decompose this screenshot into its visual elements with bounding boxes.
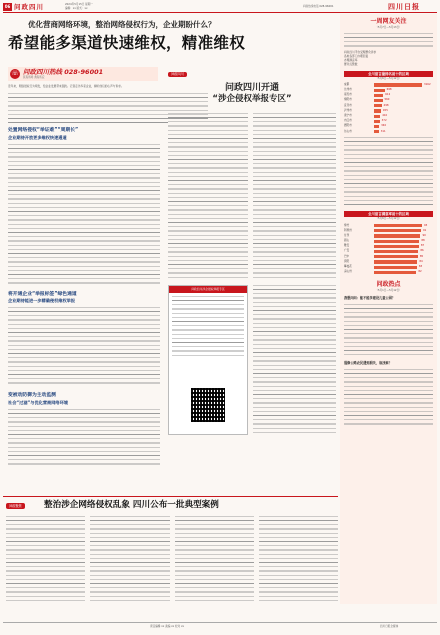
- rank2-value: 91: [422, 228, 427, 232]
- rank2-value: 84: [419, 259, 423, 263]
- center-body-left: [168, 113, 248, 281]
- rank2-sub: （5月6日—5月12日）: [375, 217, 402, 221]
- rank2-value: 90: [422, 233, 426, 237]
- rank1-label: 达州市: [344, 88, 352, 92]
- rank2-chart: [344, 223, 433, 275]
- weekly-summary: [344, 33, 433, 47]
- hotline-subtitle: 民有所呼 我有所应: [23, 76, 45, 79]
- lead-kicker: 优化营商网络环境，整治网络侵权行为，企业期盼什么？: [28, 20, 216, 29]
- rank1-row: [344, 129, 433, 134]
- rank1-chart: [344, 82, 433, 134]
- rank2-value: 86: [420, 249, 424, 253]
- rank2-bar: [374, 229, 421, 232]
- hot-title: 问政热点: [376, 280, 401, 288]
- bottom-headline: 整治涉企网络侵权乱象 四川公布一批典型案例: [44, 500, 219, 510]
- rank1-bar: [374, 115, 380, 118]
- rank2-value: 87: [420, 244, 425, 248]
- rank1-value: 311: [380, 129, 386, 133]
- rank1-bar: [374, 120, 380, 123]
- rank1-bar: [374, 104, 382, 107]
- page-header: [3, 3, 437, 12]
- footer-rule: [3, 622, 437, 623]
- weekly-item: 问政四川平台受理群众诉求: [344, 49, 377, 54]
- rank2-value: 85: [419, 254, 424, 258]
- rank2-row: [344, 270, 433, 275]
- bottom-body-col: [6, 516, 85, 604]
- rank2-bar: [374, 260, 417, 263]
- hot-answer-2: [344, 369, 433, 427]
- rank2-bar: [374, 240, 419, 243]
- center-body-bottom: [253, 285, 336, 435]
- center-headline-2: “涉企侵权举报专区”: [212, 94, 292, 104]
- rank2-label: 巴中: [344, 254, 350, 258]
- rank1-value: 455: [382, 108, 388, 112]
- left-article-1-title: 处置网络侵权“举证难”“周期长”: [8, 128, 79, 133]
- hot-question-2: 混修公路农民遇到损失，该找谁？: [344, 360, 392, 365]
- hot-question-1: 我想问问：能不能多建设儿童公园？: [344, 295, 395, 300]
- lead-headline: 希望能多渠道快速维权，精准维权: [8, 34, 246, 52]
- bottom-tag: 问政聚焦: [6, 503, 25, 509]
- left-article-2-subtitle: 企业期待能进一步精确侵权维权举报: [8, 298, 76, 303]
- center-tag: 问政四川: [168, 72, 187, 77]
- rank1-label: 乐山市: [344, 129, 352, 133]
- rank2-bar: [374, 271, 416, 274]
- rank1-value: 498: [383, 103, 389, 107]
- rank1-label: 宜宾市: [344, 103, 352, 107]
- center-column: [168, 72, 336, 435]
- weekly-list: [344, 50, 433, 67]
- lead-divider: [8, 122, 168, 123]
- rank2-label: 阿坝州: [344, 228, 352, 232]
- rank1-value: 560: [384, 98, 390, 102]
- hot-answer-1: [344, 304, 433, 358]
- rank1-label: 内江市: [344, 119, 352, 123]
- rank1-label: 南充市: [344, 93, 352, 97]
- header-rule: [3, 12, 437, 13]
- phone-content: [172, 296, 244, 356]
- weekly-item: 办理满意率: [344, 58, 358, 63]
- masthead-logo: 四川日报: [388, 2, 420, 11]
- left-article-3-body: [8, 409, 160, 465]
- left-article-3-subtitle: 社会“过滤”与优化营商网络环境: [8, 399, 68, 405]
- rank2-bar: [374, 250, 418, 253]
- rank1-label: 绵阳市: [344, 98, 352, 102]
- hot-sub: （5月1日—5月12日）: [375, 288, 402, 292]
- rank2-label: 雅安: [344, 244, 350, 248]
- rank2-label: 眉山: [344, 239, 350, 243]
- lead-intro: 近年来，网络侵权行为频发，给企业发展带来困扰。记者走访多家企业，倾听他们的心声与诉求。: [8, 84, 124, 88]
- phone-banner: 问政四川涉企侵权举报专区: [169, 286, 247, 293]
- issue-date: 2024年5月15日 星期一: [65, 3, 93, 6]
- rank1-bar: [374, 94, 383, 97]
- rank1-value: 340: [381, 124, 387, 128]
- rank2-value: 88: [421, 239, 425, 243]
- hotline-banner: [8, 67, 158, 81]
- rank2-label: 凉山州: [344, 270, 352, 274]
- center-headline-1: 问政四川开通: [224, 83, 279, 93]
- rank1-bar: [374, 89, 385, 92]
- rank2-value: 83: [418, 265, 423, 269]
- left-column: [8, 128, 160, 465]
- weekly-item: 群众点赞数: [344, 62, 358, 67]
- rank1-bar: [374, 83, 422, 86]
- rank1-label: 成都: [344, 82, 350, 86]
- rank2-label: 资阳: [344, 259, 350, 263]
- rank2-label: 甘孜: [344, 233, 350, 237]
- section-name: 问政四川: [14, 3, 44, 11]
- bottom-body-col: [90, 516, 169, 604]
- sidebar: [340, 14, 437, 604]
- rank2-bar: [374, 234, 420, 237]
- bottom-body-col: [259, 516, 338, 604]
- rank1-label: 德阳市: [344, 124, 352, 128]
- rank1-label: 泸州市: [344, 108, 352, 112]
- bottom-body: [6, 516, 338, 604]
- rank1-sub: （5月6日—5月12日）: [375, 76, 402, 80]
- rank1-bar: [374, 130, 379, 133]
- rank2-bar: [374, 255, 418, 258]
- rank1-value: 372: [381, 119, 387, 123]
- left-article-2-title: 将开通企业“举报标签”绿色通道: [8, 291, 77, 297]
- rank2-value: 93: [424, 223, 428, 227]
- rank1-title: 全川留言量排名前十的区域: [344, 71, 433, 77]
- bottom-rule: [3, 496, 338, 497]
- rank2-value: 82: [418, 270, 422, 274]
- rank1-notes: [344, 137, 433, 207]
- editor-line: 编辑：xx 版式：xx: [65, 7, 88, 10]
- rank1-bar: [374, 125, 379, 128]
- rank1-value: 698: [386, 88, 392, 92]
- rank2-bar: [374, 224, 422, 227]
- rank2-label: 绵竹: [344, 223, 350, 227]
- left-article-1-subtitle: 企业期待开放更多维权快速通道: [8, 134, 67, 140]
- footer-editor: 责任编辑 xx 美编 xx 校对 xx: [150, 625, 185, 628]
- rank1-label: 遂宁市: [344, 113, 352, 117]
- rank1-value: 410: [382, 113, 388, 117]
- hotline-text: 问政热线电话 028-96001: [303, 5, 334, 8]
- phone-screenshot: [168, 285, 248, 435]
- rank1-bar: [374, 109, 381, 112]
- rank2-label: 攀枝花: [344, 265, 352, 269]
- footer-brand: 四川日报全媒体: [380, 625, 399, 628]
- rank2-bar: [374, 266, 417, 269]
- weekly-sub: （5月7日—5月13日）: [375, 26, 402, 29]
- weekly-title: 一周网友关注: [370, 18, 407, 25]
- rank1-value: 612: [385, 93, 391, 97]
- hotline-icon: ☏: [11, 70, 19, 77]
- hotline-title: 问政四川热线 028-96001: [23, 68, 104, 76]
- rank2-label: 广安: [344, 249, 350, 253]
- weekly-item: 各地各部门办理回复: [344, 54, 369, 58]
- left-article-2-body: [8, 307, 160, 387]
- left-article-1-body: [8, 144, 160, 286]
- rank2-title: 全川留言满意率前十的区域: [344, 211, 433, 217]
- rank2-bar: [374, 245, 419, 248]
- rank1-bar: [374, 99, 383, 102]
- qr-code[interactable]: [191, 388, 225, 422]
- center-body-right: [253, 113, 336, 281]
- left-article-3-title: 变被动防御为主动监测: [8, 393, 56, 398]
- page-number: 06: [4, 4, 11, 9]
- bottom-body-col: [175, 516, 254, 604]
- rank1-value: 3162: [424, 82, 431, 86]
